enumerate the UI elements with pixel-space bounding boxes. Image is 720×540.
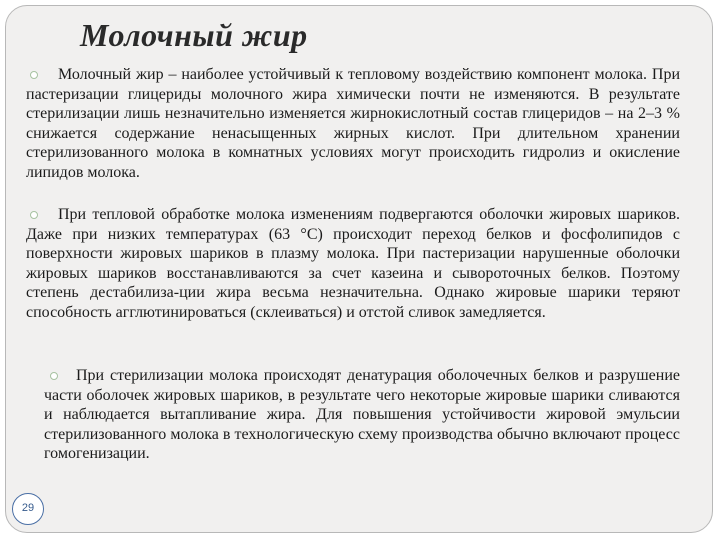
paragraph-3 (44, 366, 680, 464)
page-number-badge: 29 (12, 493, 44, 525)
paragraph-2-text: При тепловой обработке молока изменениям подвергаются оболочки жировых шариков. Даже при низких температурах (63 °С) происходит переход белков и фосфолипидов с поверхности жировых шариков в плазму молока. При пастеризации нарушенные оболочки жировых шариков восстанавливаются за счет казеина и сывороточных белков. Поэтому степень дестабилиза-ции жира весьма незначительна. Однако жировые шарики теряют способность агглютинироваться (склеиваться) и отстой сливок замедляется. (26, 206, 680, 321)
paragraph-1-text: Молочный жир – наиболее устойчивый к тепловому воздействию компонент молока. При пастеризации глицериды молочного жира химически почти не изменяются. В результате стерилизации лишь незначительно изменяется жирнокислотный состав глицеридов – на 2–3 % снижается содержание ненасыщенных жирных кислот. При длительном хранении стерилизованного молока в комнатных условиях могут происходить гидролиз и окисление липидов молока. (26, 66, 680, 181)
paragraph-1 (26, 65, 680, 183)
paragraph-2 (26, 205, 680, 323)
slide-title: Молочный жир (80, 17, 308, 53)
paragraph-3-text: При стерилизации молока происходят денатурация оболочечных белков и разрушение части оболочек жировых шариков, в результате чего некоторые жировые шарики сливаются и наблюдается вытапливание жира. Для повышения устойчивости жировой эмульсии стерилизованного молока в технологическую схему производства обычно включают процесс гомогенизации. (44, 367, 680, 463)
